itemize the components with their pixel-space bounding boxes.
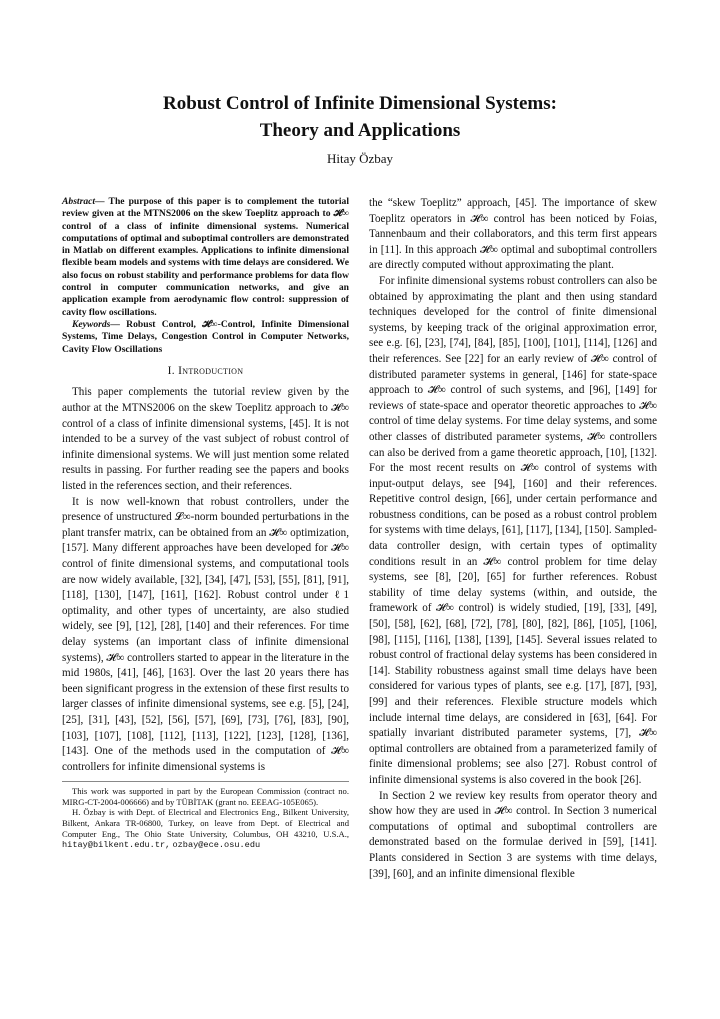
footnote-funding: This work was supported in part by the European Commission (contract no. MIRG-CT-2004-006666) and by TÜBİTAK (grant no. EEEAG-105E065). xyxy=(62,786,349,807)
footnote-divider xyxy=(62,781,349,782)
right-paragraph-3: In Section 2 we review key results from operator theory and show how they are used in 𝓗∞ control. In Section 3 numerical computations of optimal and suboptimal controllers are demonstrated based on the formulae derived in [59], [141]. Plants considered in Section 3 are systems with time delays, [39], [60], and an infinite dimensional flexible xyxy=(369,789,657,880)
abstract-text: The purpose of this paper is to complement the tutorial review given at the MTNS2006 on the skew Toeplitz approach to 𝓗∞ control of a class of infinite dimensional systems. Numerical computations of optimal and suboptimal controllers are demonstrated in Matlab on different examples. Applications to infinite dimensional flexible beam models and systems with time delays are considered. We also focus on robust stability and performance problems for data flow control in computer communication networks, and give an application example from aerodynamic flow control: suppression of cavity flow oscillations. xyxy=(62,196,349,318)
footnote-affiliation xyxy=(62,807,349,850)
paper-title xyxy=(60,90,660,144)
title-line-1: Robust Control of Infinite Dimensional Systems: xyxy=(163,93,557,114)
affiliation-text: H. Özbay is with Dept. of Electrical and Electronics Eng., Bilkent University, Bilkent, Ankara TR-06800, Turkey, on leave from Dept. of Electrical and Computer Eng., The Ohio State University, Columbus, OH 43210, U.S.A., xyxy=(62,807,349,839)
keywords-label: Keywords— xyxy=(72,318,120,330)
intro-paragraph-1: This paper complements the tutorial review given by the author at the MTNS2006 on the skew Toeplitz approach to 𝓗∞ control of a class of infinite dimensional systems, [45]. It is not intended to be a survey of the vast subject of robust control of infinite dimensional systems. We will just mention some related results in passing. For further reading see the papers and books listed in the references section, and their references. xyxy=(62,386,349,493)
right-paragraph-2: For infinite dimensional systems robust controllers can also be obtained by approximating the plant and then using standard techniques developed for the control of finite dimensional systems, by keeping track of the original approximation error, see e.g. [6], [23], [74], [84], [85], [100], [101], [114], [126] and their references. See [22] for an early review of 𝓗∞ control of distributed parameter systems in general, [146] for state-space approach to 𝓗∞ control of such systems, and [96], [149] for reviews of state-space and operator theoretic approaches to 𝓗∞ control of time delay systems. For time delay systems, and some other classes of distributed parameter systems, 𝓗∞ controllers can also be derived from a game theoretic approach, [10], [132]. For the most recent results on 𝓗∞ control of systems with input-output delays, see [94], [160] and their references. Repetitive control design, [66], under certain performance and robustness conditions, can be posed as a robust control problem for systems with time delays, [61], [117], [134], [150]. Sampled-data controller design, with certain types of optimality conditions result in an 𝓗∞ control problem for time delay systems, see [8], [20], [65] for further references. Robust stability of time delay systems (within, and outside, the framework of 𝓗∞ control) is widely studied, [19], [33], [49], [50], [58], [62], [68], [72], [78], [80], [82], [86], [105], [106], [98], [115], [116], [138], [139], [145]. Several issues related to robust control of fractional delay systems has been considered in [14]. Stability robustness against small time delays have been considered for various types of plants, see e.g. [17], [87], [93], [99] and their references. Flexible structure models which include internal time delays, are considered in [63], [64]. For spatially invariant distributed parameter systems, [7], 𝓗∞ optimal controllers are obtained from a parameterized family of finite dimensional problems; see also [27]. Robust control of infinite dimensional systems is also covered in the book [26]. xyxy=(369,274,657,786)
right-column xyxy=(369,196,657,882)
email-bilkent[interactable]: hitay@bilkent.edu.tr, xyxy=(62,840,171,851)
left-column xyxy=(62,196,349,851)
abstract xyxy=(62,196,349,319)
author-name: Hitay Özbay xyxy=(326,151,394,166)
right-paragraph-1: the “skew Toeplitz” approach, [45]. The importance of skew Toeplitz operators in 𝓗∞ control has been noticed by Foias, Tannenbaum and their collaborators, and this term first appears in [11]. In this approach 𝓗∞ optimal and suboptimal controllers are directly computed without approximating the plant. xyxy=(369,197,657,272)
section-heading-introduction: I. Introduction xyxy=(167,364,244,377)
intro-paragraph-2: It is now well-known that robust controllers, under the presence of unstructured 𝓛∞-norm bounded perturbations in the plant transfer matrix, can be obtained from an 𝓗∞ optimization, [157]. Many different approaches have been developed for 𝓗∞ control of finite dimensional systems, and computational tools are now widely available, [32], [34], [47], [53], [55], [81], [91], [118], [130], [147], [161], [162]. Robust control under ℓ1 optimality, and other types of uncertainty, are also studied widely, see [9], [12], [28], [140] and their references. For time delay systems (an important class of infinite dimensional systems), 𝓗∞ controllers started to appear in the literature in the mid 1980s, [41], [46], [163]. Over the last 20 years there has been significant progress in the extension of these first results to larger classes of infinite dimensional systems, see e.g. [5], [24], [25], [31], [43], [52], [56], [57], [69], [73], [76], [83], [90], [103], [107], [108], [112], [113], [122], [123], [128], [136], [143]. One of the methods used in the computation of 𝓗∞ controllers for infinite dimensional systems is xyxy=(62,495,349,773)
abstract-label: Abstract— xyxy=(62,196,105,207)
keywords xyxy=(62,319,349,356)
email-osu[interactable]: ozbay@ece.osu.edu xyxy=(172,840,261,851)
keywords-text: Robust Control, 𝓗∞-Control, Infinite Dimensional Systems, Time Delays, Congestion Control in Computer Networks, Cavity Flow Oscillations xyxy=(62,318,349,355)
title-line-2: Theory and Applications xyxy=(259,120,461,141)
